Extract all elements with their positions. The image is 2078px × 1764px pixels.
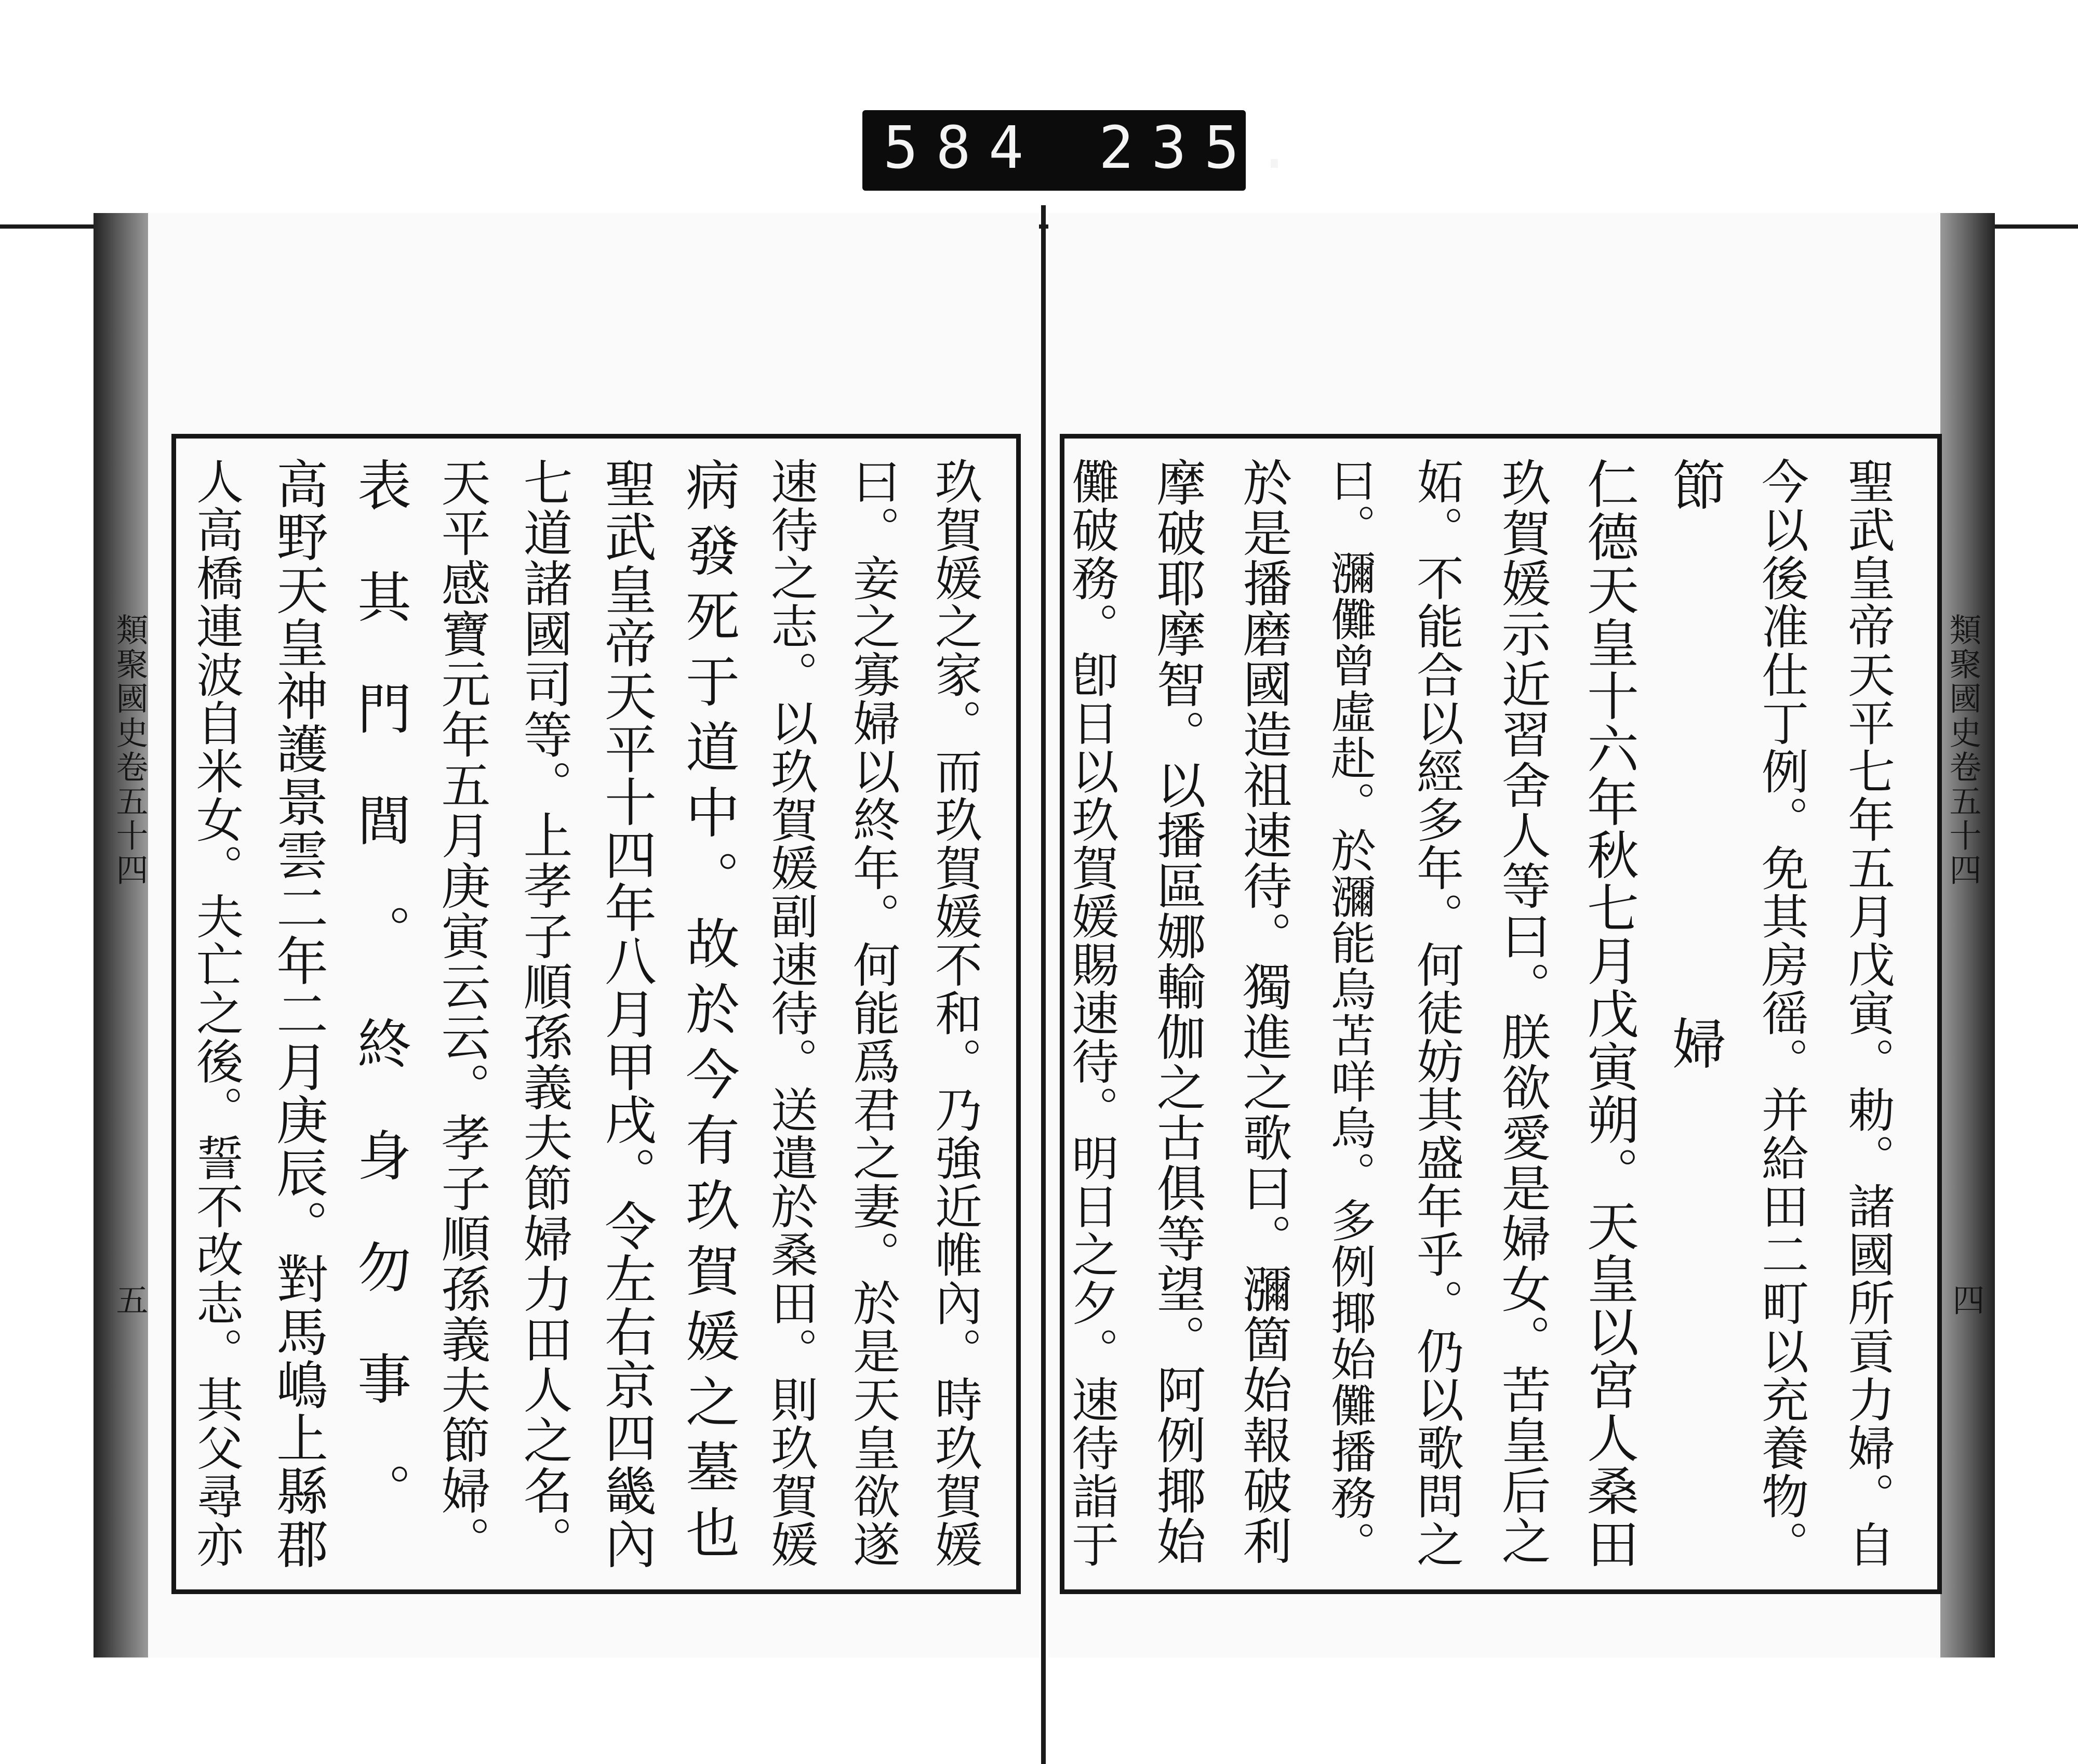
text-column: 高野天皇神護景雲二年二月庚辰。對馬嶋上縣郡 bbox=[268, 457, 328, 1570]
text-column: 病發死于道中。故於今有玖賀媛之墓也 bbox=[676, 457, 740, 1570]
text-column: 於是播磨國造祖速待。獨進之歌曰。瀰箇始報破利 bbox=[1235, 457, 1292, 1566]
text-column: 仁德天皇十六年秋七月戊寅朔。天皇以宮人桑田 bbox=[1578, 457, 1639, 1570]
frame-number: 235. bbox=[1099, 114, 1310, 182]
text-column: 表其門閭。終身勿事。 bbox=[348, 457, 411, 1574]
right-book-edge bbox=[1940, 213, 1995, 1657]
left-book-edge bbox=[94, 213, 148, 1657]
text-column: 天平感寶元年五月庚寅云云。孝子順孫義夫節婦。 bbox=[433, 457, 490, 1566]
text-column: 曰。瀰儺曾虛赴。於瀰能烏苫咩烏。多例揶始儺播務。 bbox=[1323, 457, 1376, 1567]
left-running-head: 類聚國史卷五十四 bbox=[111, 613, 149, 887]
text-column: 節婦 bbox=[1663, 457, 1726, 1574]
right-running-head: 類聚國史卷五十四 bbox=[1944, 613, 1982, 887]
text-column: 玖賀媛之家。而玖賀媛不和。乃強近帷內。時玖賀媛 bbox=[927, 457, 982, 1569]
spine-line bbox=[1041, 205, 1046, 1764]
text-column: 玖賀媛示近習舍人等曰。朕欲愛是婦女。苦皇后之 bbox=[1494, 457, 1551, 1566]
text-column: 七道諸國司等。上孝子順孫義夫節婦力田人之名。 bbox=[515, 457, 572, 1566]
reel-label bbox=[862, 110, 1310, 191]
left-folio: 五 bbox=[111, 1283, 149, 1318]
text-column: 儺破務。卽日以玖賀媛賜速待。明日之夕。速待詣于 bbox=[1064, 457, 1118, 1569]
text-column: 摩破耶摩智。以播區娜輸伽之古俱等望。阿例揶始 bbox=[1149, 457, 1206, 1566]
text-column: 聖武皇帝天平十四年八月甲戌。令左右京四畿內 bbox=[596, 457, 657, 1570]
text-column: 速待之志。以玖賀媛副速待。送遣於桑田。則玖賀媛 bbox=[763, 457, 818, 1569]
text-column: 曰。妾之寡婦以終年。何能爲君之妻。於是天皇欲遂 bbox=[845, 457, 900, 1569]
reel-number: 584 bbox=[883, 114, 1042, 182]
text-column: 今以後准仕丁例。免其房徭。并給田二町以充養物。 bbox=[1754, 457, 1808, 1569]
right-folio: 四 bbox=[1947, 1283, 1985, 1318]
text-column: 聖武皇帝天平七年五月戊寅。勅。諸國所貢力婦。自 bbox=[1840, 457, 1895, 1569]
text-column: 妬。不能合以經多年。何徒妨其盛年乎。仍以歌問之 bbox=[1409, 457, 1463, 1569]
text-column: 人高橋連波自米女。夫亡之後。誓不改志。其父尋亦 bbox=[189, 457, 243, 1569]
